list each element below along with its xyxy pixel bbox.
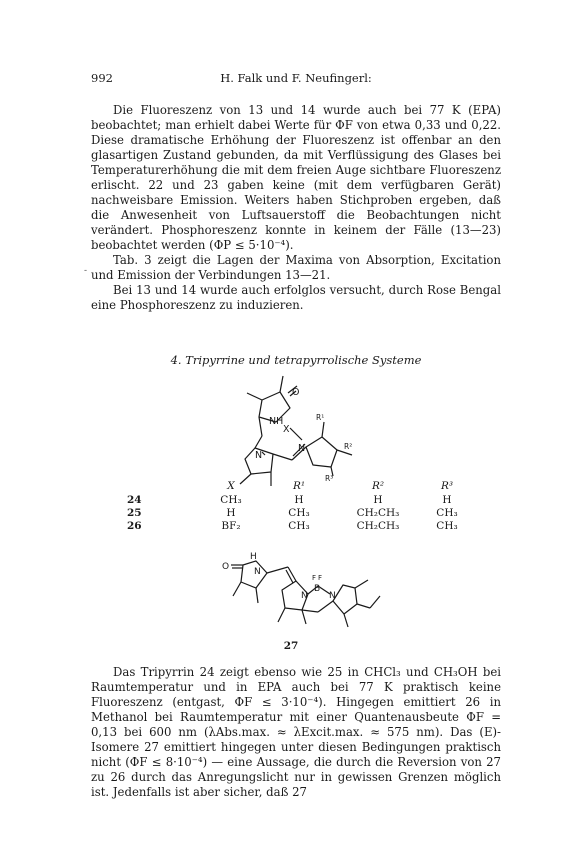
cell-r1: H <box>294 494 304 506</box>
table-row <box>91 507 501 520</box>
paragraph-rose-bengal: Bei 13 und 14 wurde auch erfolglos versucht, durch Rose Bengal eine Phosphoreszenz zu induzieren. <box>91 283 501 312</box>
table-row <box>91 520 501 533</box>
boron-27-label: B <box>314 584 321 594</box>
fluorine-b-label: F <box>318 574 323 582</box>
section-heading: 4. Tripyrrine und tetrapyrrolische Systeme <box>170 353 422 367</box>
r1-label: R¹ <box>316 413 325 422</box>
cell-r1: CH₃ <box>288 507 310 519</box>
header-r1: R¹ <box>292 480 306 492</box>
cell-r3: H <box>442 494 452 506</box>
header-x: X <box>227 480 235 492</box>
compound-number: 26 <box>127 520 142 532</box>
nitrogen-27-right-label: N <box>329 591 336 601</box>
header-r3: R³ <box>440 480 454 492</box>
nitrogen-27-lactam-label: N <box>254 567 261 577</box>
cell-r3: CH₃ <box>436 507 458 519</box>
page-number: 992 <box>91 71 113 85</box>
r2-label: R² <box>344 442 353 451</box>
paragraph-tripyrrin-fluorescence: Das Tripyrrin 24 zeigt ebenso wie 25 in CHCl₃ und CH₃OH bei Raumtemperatur und in EPA auch bei 77 K praktisch keine Fluoreszenz (entgast, ΦF ≤ 3·10⁻⁴). Hingegen emittiert 26 in Methanol bei Raumtemperatur mit einer Quantenausbeute ΦF = 0,13 bei 600 nm (λAbs.max. ≈ λExcit.max. ≈ 575 nm). Das (E)-Isomere 27 emittiert hingegen unter diesen Bedingungen praktisch nicht (ΦF ≤ 8·10⁻⁴) — eine Aussage, die durch die Reversion von 27 zu 26 durch das Anregungslicht nur in gewissen Grenzen möglich ist. Jedenfalls ist aber sicher, daß 27 <box>91 665 501 799</box>
cell-x: H <box>226 507 236 519</box>
paragraph-table-3: Tab. 3 zeigt die Lagen der Maxima von Absorption, Excitation und Emission der Verbindungen 13—21. <box>91 253 501 282</box>
nitrogen-right-label: N <box>298 443 306 454</box>
nitrogen-27-left-label: N <box>301 591 308 601</box>
nitrogen-left-label: N <box>255 450 263 461</box>
cell-r1: CH₃ <box>288 520 310 532</box>
h-27-label: H <box>250 552 257 562</box>
cell-r3: CH₃ <box>436 520 458 532</box>
cell-x: CH₃ <box>220 494 242 506</box>
cell-r2: CH₂CH₃ <box>356 520 400 532</box>
cell-r2: H <box>373 494 383 506</box>
stray-margin-mark: - <box>84 266 88 276</box>
x-substituent-label: X <box>283 424 290 435</box>
header-r2: R² <box>371 480 385 492</box>
compound-number: 25 <box>127 507 142 519</box>
table-row <box>91 494 501 507</box>
cell-x: BF₂ <box>221 520 241 532</box>
paragraph-fluorescence-77k: Die Fluoreszenz von 13 und 14 wurde auch bei 77 K (EPA) beobachtet; man erhielt dabei Werte für ΦF von etwa 0,33 und 0,22. Diese dramatische Erhöhung der Fluoreszenz ist offenbar an den glasartigen Zustand gebunden, da mit Verflüssigung des Glases bei Temperaturerhöhung die mit dem freien Auge sichtbare Fluoreszenz erlischt. 22 und 23 gaben keine (mit dem verfügbaren Gerät) nachweisbare Emission. Weiters haben Stichproben ergeben, daß die Anwesenheit von Luftsauerstoff die Beobachtungen nicht verändert. Phosphoreszenz konnte in keinem der Fälle (13—23) beobachtet werden (ΦP ≤ 5·10⁻⁴). <box>91 103 501 252</box>
fluorine-a-label: F <box>312 574 317 582</box>
r3-label: R³ <box>325 474 334 483</box>
body-text-bottom <box>91 665 501 800</box>
oxygen-atom-label: O <box>292 387 300 398</box>
table-header-row <box>91 480 501 493</box>
oxygen-27-label: O <box>222 562 230 572</box>
running-header-authors: H. Falk und F. Neufingerl: <box>220 71 372 85</box>
cell-r2: CH₂CH₃ <box>356 507 400 519</box>
compound-number: 24 <box>127 494 142 506</box>
compound-27-label: 27 <box>283 640 299 652</box>
nh-atom-label: NH <box>269 416 284 427</box>
